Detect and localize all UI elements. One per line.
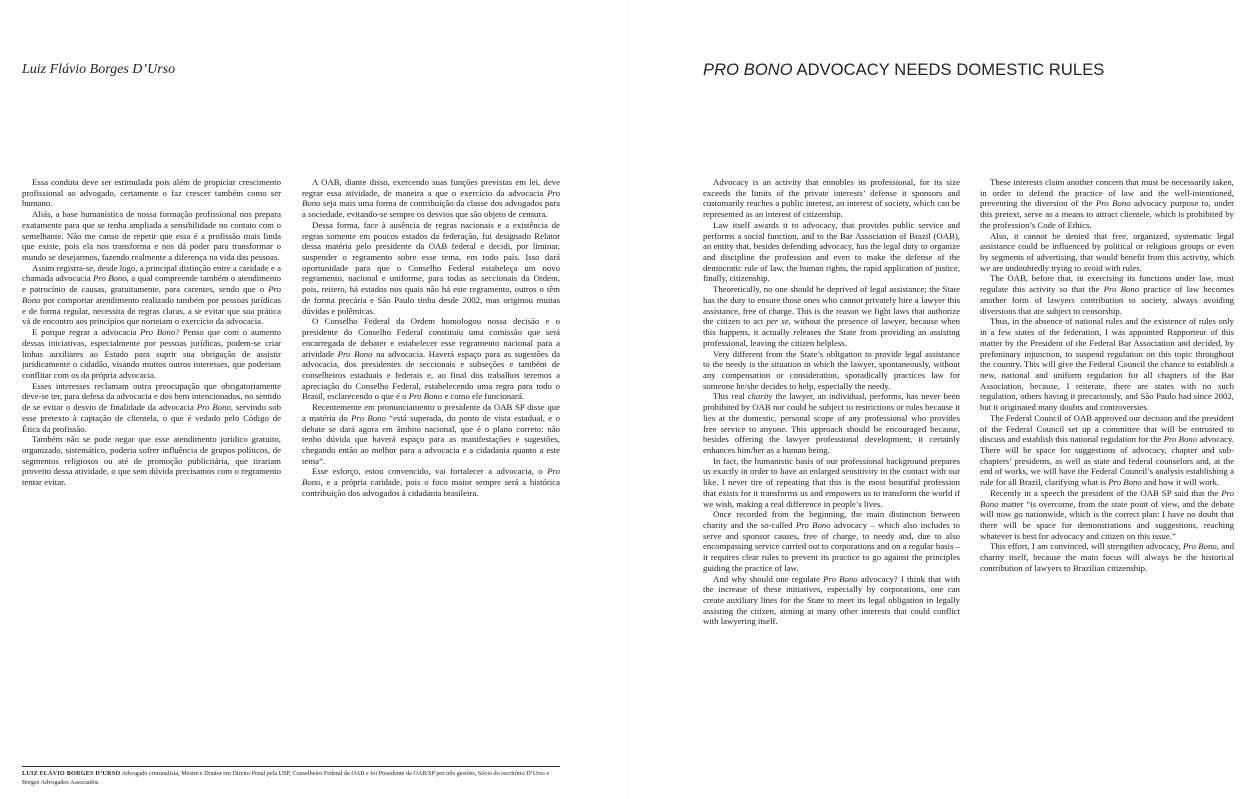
title-italic-part: PRO BONO — [703, 61, 793, 79]
paragraph: This real charity the lawyer, an individual, performs, has never been prohibited by OAB nor could be subject to restrictions or rules because it lies at the domestic, personal scope of any professional who provides free service to anyone. This approach should be encouraged because, besides offering the lawyer professional development, it certainly enhances him/her as a human being. — [703, 391, 960, 455]
paragraph: And why should one regulate Pro Bono advocacy? I think that with the increase of these initiatives, especially by corporations, one can create auxiliary lines for the State to meet its legal obligation in legally assisting the citizen, aiming at many other interests that could conflict with lawyering itself. — [703, 573, 960, 627]
paragraph: Advocacy is an activity that ennobles its professional, for its size exceeds the limits of the private interests’ defense it sponsors and customarily reaches a public interest, an interest of society, which can be represented as an interest of citizenship. — [703, 177, 960, 220]
paragraph: This effort, I am convinced, will strengthen advocacy, Pro Bono, and charity itself, because the main focus will always be the historical contribution of lawyers to Brazilian citizenship. — [980, 541, 1234, 573]
paragraph: Esses interesses reclamam outra preocupação que obrigatoriamente deve-se ter, para defesa da advocacia e dos bem intencionados, no sentido de se evitar o desvio de finalidade da advocacia Pro Bono, servindo sob esse pretexto à captação de clientela, o que é vedado pelo Código de Ética da profissão. — [22, 380, 281, 434]
paragraph: Dessa forma, face à ausência de regras nacionais e a existência de regras somente em poucos estados da federação, fui designado Relator dessa matéria pelo presidente da OAB federal e decidi, por liminar, suspender o regramento sobre esse tema, em todo país. Isso dará oportunidade para que o Conselho Federal estabeleça um novo regramento, nacional e uniforme, para todas as seccionais da Ordem, pois, reitero, há estados nos quais não há este regramento, outros o têm de forma precária e São Paulo tinha desde 2002, mas originou muitas dúvidas e polêmicas. — [302, 219, 560, 316]
paragraph: Assim registra-se, desde logo, a principal distinção entre a caridade e a chamada advocacia Pro Bono, a qual compreende também o atendimento e patrocínio de causas, gratuitamente, para carentes, sendo que o Pro Bono por comportar atendimento realizado também por pessoas jurídicas e de forma regular, necessita de regras claras, a se evitar que sua prática vá de encontro aos princípios que norteiam o exercício da advocacia. — [22, 262, 281, 327]
paragraph: Também não se pode negar que esse atendimento jurídico gratuito, organizado, sistemático, poderia sofrer influência de grupos políticos, de segmentos religiosos ou até de promoção publicitária, que tirariam proveito dessa atividade, o que sem dúvida precisamos com o regramento tentar evitar. — [22, 434, 281, 488]
column-portuguese-2 — [302, 177, 560, 597]
footnote-divider — [22, 766, 560, 767]
paragraph: Thus, in the absence of national rules and the existence of rules only in a few states of the federation, I was appointed Rapporteur of this matter by the President of the Federal Bar Association and decided, by preliminary injunction, to suspend regulation on this topic throughout the country. This will give the Federal Council the chance to establish a new, national and uniform regulation for all chapters of the Bar Association, because, I reiterate, there are states with no such regulation, others having it precariously, and São Paulo had since 2002, but it originated many doubts and controversies. — [980, 316, 1234, 413]
paragraph: Essa conduta deve ser estimulada pois além de propiciar crescimento profissional ao advogado, certamente o faz crescer também como ser humano. — [22, 177, 281, 209]
column-portuguese-1 — [22, 177, 281, 597]
footnote-author: LUIZ FLÁVIO BORGES D’URSO — [22, 770, 121, 777]
footnote-bio: Advogado criminalista, Mestre e Doutor em Direito Penal pela USP, Conselheiro Federal da OAB e foi Presidente da OAB/SP por três gestões, Sócio do escritório D’Urso e Borges Advogados Associados. — [22, 770, 550, 786]
paragraph: Recentemente em pronunciamento o presidente da OAB SP disse que a matéria do Pro Bono “está superada, do ponto de vista estadual, e o debate se dará agora em âmbito nacional, que é o plano correto: não tenho dúvida que haverá espaço para as manifestações e sugestões, chegando então ao melhor para a advocacia e a cidadania quanto a este tema”. — [302, 402, 560, 466]
paragraph: Once recorded from the beginning, the main distinction between charity and the so-called Pro Bono advocacy – which also includes to serve and sponsor causes, free of charge, to needy and, due to also encompassing service carried out to corporations and on a regular basis – it requires clear rules to prevent its practice to go against the principles guiding the practice of law. — [703, 509, 960, 573]
paragraph: Recently in a speech the president of the OAB SP said that the Pro Bono matter “is overcome, from the state point of view, and the debate will now go nationwide, which is the correct plan: I have no doubt that there will be space for demonstrations and suggestions, reaching whatever is best for advocacy and citizen on this issue.” — [980, 487, 1234, 541]
column-english-2 — [980, 177, 1234, 722]
paragraph: Aliás, a base humanística de nossa formação profissional nos prepara exatamente para que se tenha ampliada a sensibilidade no contato com o semelhante. Não me canso de repetir que essa é a profissão mais linda que existe, pois ela nos transforma e nos dá poder para transformar o mundo se desejarmos, fazendo realmente a diferença na vida das pessoas. — [22, 209, 281, 263]
title-rest: ADVOCACY NEEDS DOMESTIC RULES — [792, 61, 1105, 79]
paragraph: These interests claim another concern that must be necessarily taken, in order to defend the practice of law and the well-intentioned, preventing the diversion of the Pro Bono advocacy purpose to, under this pretext, serve as a means to attract clientele, which is prohibited by the profession’s Code of Ethics. — [980, 177, 1234, 230]
paragraph: The Federal Council of OAB approved our decision and the president of the Federal Council set up a committee that will be entrusted to discuss and establish this national regulation for the Pro Bono advocacy. There will be space for suggestions of advocacy, chapter and sub-chapters’ presidents, as well as state and federal counselors and, at the end of works, we will have the Federal Council’s analysis establishing a rule for all Brazil, clarifying what is Pro Bono and how it will work. — [980, 412, 1234, 488]
paragraph: Theoretically, no one should be deprived of legal assistance; the State has the duty to ensure those ones who cannot privately hire a lawyer this assistance, free of charge. This is the reason we fight laws that authorize the citizen to act per se, without the presence of lawyer, because when this happens, it actually releases the State from providing an assisting professional, leaving the citizen helpless. — [703, 284, 960, 348]
paragraph: In fact, the humanistic basis of our professional background prepares us exactly in order to have an enlarged sensitivity in the contact with our like. I never tire of repeating that this is the most beautiful profession that exists for it transforms us and empowers us to transform the world if we wish, making a real difference in people’s lives. — [703, 455, 960, 509]
running-head-title — [703, 61, 1223, 80]
paragraph: Also, it cannot be denied that free, organized, systematic legal assistance could be influenced by political or religious groups or even by segments of advertising, that would benefit from this activity, which we are undoubtedly trying to avoid with rules. — [980, 230, 1234, 273]
paragraph: Law itself awards it to advocacy, that provides public service and performs a social function, and to the Bar Association of Brazil (OAB), an entity that, besides defending advocacy, has the legal duty to organize and discipline the profession and even to make the defense of the democratic rule of law, the human rights, the rapid application of justice, finally, citizenship. — [703, 219, 960, 284]
right-page — [628, 0, 1255, 799]
author-footnote — [22, 770, 562, 787]
paragraph: The OAB, before that, in exercising its functions under law, must regulate this activity so that the Pro Bono practice of law becomes another form of lawyers contribution to society, always avoiding diversions that are subject to censorship. — [980, 273, 1234, 316]
paragraph: Esse esforço, estou convencido, vai fortalecer a advocacia, o Pro Bono, e a própria caridade, pois o foco maior sempre será a histórica contribuição dos advogados à cidadania brasileira. — [302, 466, 560, 498]
paragraph: Very different from the State’s obligation to provide legal assistance to the needy is the situation in which the lawyer, spontaneously, without any compensation or consideration, sporadically practices law for someone he/she decides to help, especially the needy. — [703, 348, 960, 391]
paragraph: O Conselho Federal da Ordem homologou nossa decisão e o presidente do Conselho Federal constituiu uma comissão que será encarregada de debater e estabelecer esse regramento nacional para a atividade Pro Bono na advocacia. Haverá espaço para as sugestões da advocacia, dos presidentes de seccionais e subseções e também de conselheiros estaduais e federais e, ao final dos trabalhos teremos a apreciação do Conselho Federal, estabelecendo uma regra para todo o Brasil, esclarecendo o que é o Pro Bono e como ele funcionará. — [302, 316, 560, 402]
paragraph: E porque regrar a advocacia Pro Bono? Penso que com o aumento dessas iniciativas, especialmente por pessoas jurídicas, podem-se criar linhas auxiliares ao Estado para suprir sua obrigação de assistir juridicamente o cidadão, visando muitos outros interesses, que poderiam conflitar com os da própria advocacia. — [22, 327, 281, 380]
running-head-author: Luiz Flávio Borges D’Urso — [22, 62, 176, 77]
paragraph: A OAB, diante disso, exercendo suas funções previstas em lei, deve regrar essa atividade, de maneira a que o exercício da advocacia Pro Bono seja mais uma forma de contribuição da classe dos advogados para a sociedade, evitando-se sempre os desvios que são objeto de censura. — [302, 177, 560, 220]
column-english-1 — [703, 177, 960, 722]
left-page — [0, 0, 627, 799]
